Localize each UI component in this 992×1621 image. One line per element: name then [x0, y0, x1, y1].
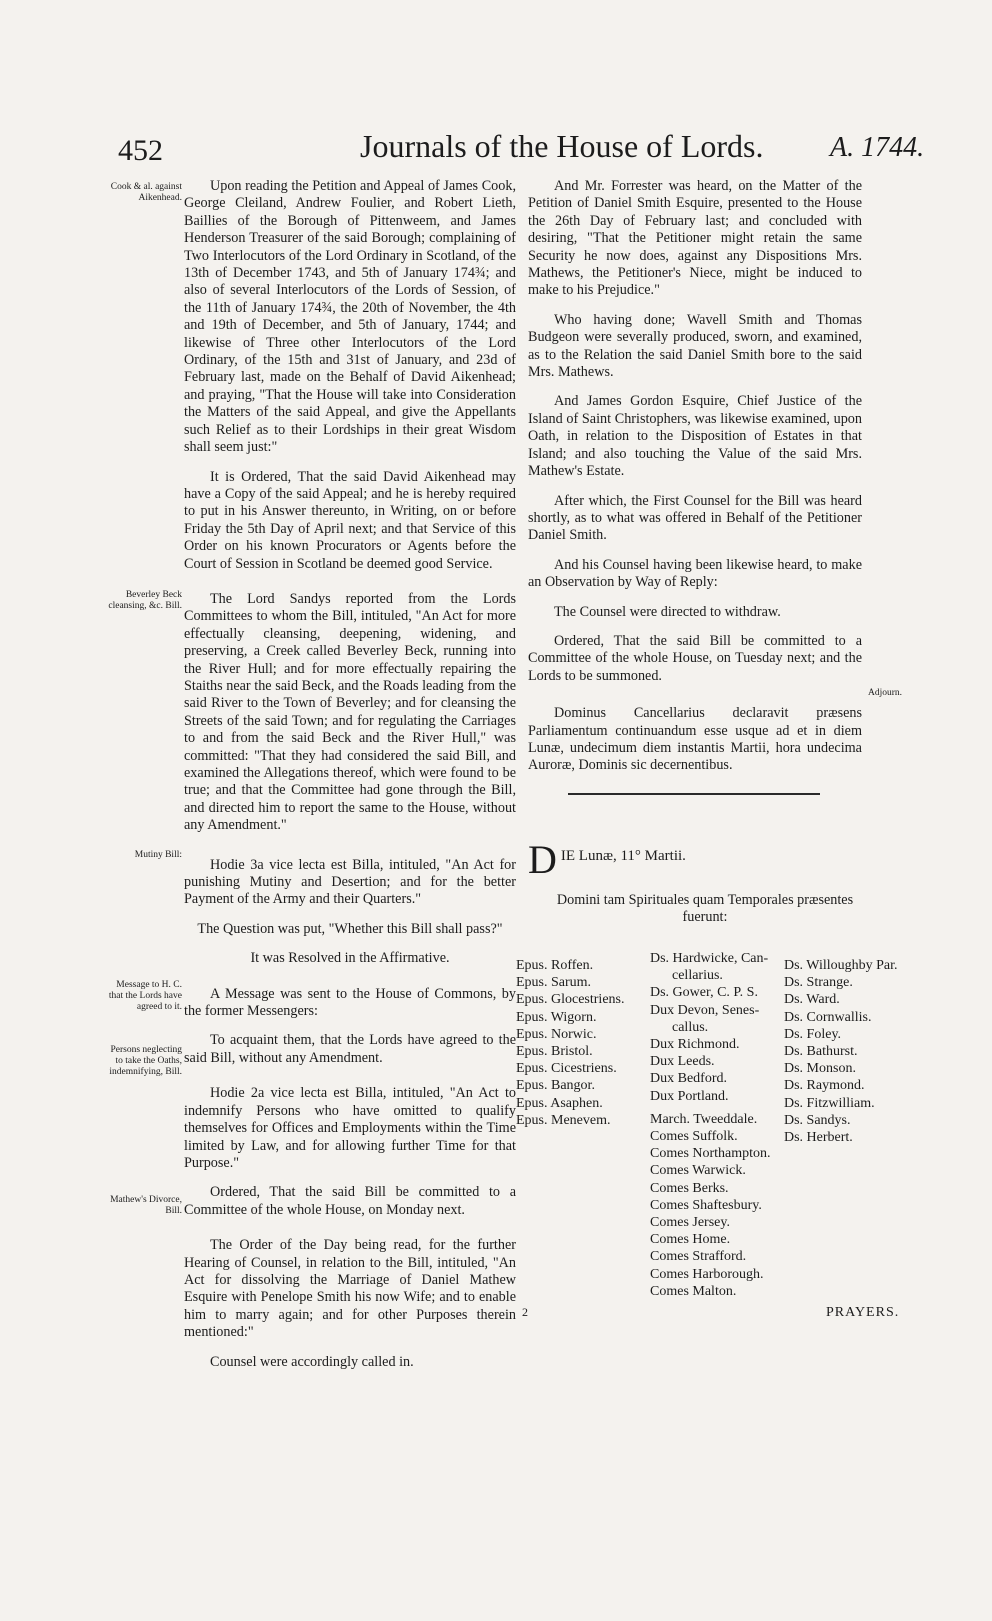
page-header	[0, 128, 992, 168]
right-column	[528, 178, 862, 787]
paragraph: Upon reading the Petition and Appeal of James Cook, George Cleiland, Andrew Foulier, and Robert Lieth, Baillies of the Borough of Pittenweem, and James Henderson Treasurer of the said Borough; complaining of Two Interlocutors of the Lord Ordinary in Scotland, of the 13th of December 1743, and 5th of January 174¾; and also of several Interlocutors of the Lords of Session, of the 11th of January 174¾, the 20th of November, the 4th and 19th of December, and 5th of January, 1744; and likewise of Three other Interlocutors of the Lord Ordinary, of the 15th and 31st of January, and 23d of February last, made on the Behalf of David Aikenhead; and praying, "That the House will take into Consideration the Matters of the said Appeal, and give the Appellants such Relief as to their Lordships in their great Wisdom shall seem just:"	[184, 178, 516, 456]
lord-entry: Ds. Herbert.	[784, 1130, 853, 1146]
paragraph: To acquaint them, that the Lords have agreed to the said Bill, without any Amendment.	[184, 1032, 516, 1066]
lord-entry: Ds. Cornwallis.	[784, 1009, 872, 1025]
paragraph: Who having done; Wavell Smith and Thomas Budgeon were severally produced, sworn, and examined, as to the Relation the said Daniel Smith bore to the said Mrs. Mathews.	[528, 311, 862, 381]
paragraph: After which, the First Counsel for the Bill was heard shortly, as to what was offered in Behalf of the Petitioner Daniel Smith.	[528, 492, 862, 544]
lord-entry: Dux Leeds.	[650, 1054, 715, 1070]
margin-note: Adjourn.	[868, 688, 903, 698]
paragraph: A Message was sent to the House of Commons, by the former Messengers:	[184, 985, 516, 1020]
catchword: PRAYERS.	[826, 1305, 900, 1320]
paragraph: The Question was put, "Whether this Bill shall pass?"	[197, 920, 503, 937]
lord-entry: Comes Jersey.	[650, 1215, 730, 1231]
lord-entry: Dux Devon, Senes-	[650, 1002, 760, 1018]
lord-entry: Ds. Fitzwilliam.	[784, 1095, 875, 1111]
lord-entry: Epus. Roffen.	[516, 958, 594, 973]
paragraph: Dominus Cancellarius declaravit præsens Parliamentum continuandum esse usque ad et in diem Lunæ, undecimum diem instantis Martii, hora undecima Auroræ, Dominis sic decernentibus.	[528, 705, 862, 774]
paragraph: Ordered, That the said Bill be committed to a Committee of the whole House, on Tuesday next; and the Lords to be summoned.	[528, 632, 862, 684]
left-column	[184, 178, 516, 1383]
paragraph: The Order of the Day being read, for the further Hearing of Counsel, in relation to the Bill, intituled, "An Act for dissolving the Marriage of Daniel Mathew Esquire with Penelope Smith his now Wife; and to enable him to marry again; and for other Purposes therein mentioned:"	[184, 1237, 516, 1341]
lord-entry: Ds. Foley.	[784, 1026, 842, 1042]
margin-note: Cook & al. against Aikenhead.	[110, 182, 182, 203]
lord-entry: March. Tweeddale.	[650, 1111, 758, 1127]
lord-entry: cellarius.	[672, 968, 723, 984]
lord-entry: Comes Malton.	[650, 1283, 737, 1299]
lord-entry: Epus. Asaphen.	[516, 1095, 603, 1111]
margin-note: Persons neglecting to take the Oaths, indemnifying, Bill.	[109, 1045, 182, 1077]
paragraph: Hodie 2a vice lecta est Billa, intituled, "An Act to indemnify Persons who have omitted to qualify themselves for Offices and Employments within the Time limited by Law, and for allowing further Time for that Purpose."	[184, 1085, 516, 1171]
lord-entry: Comes Strafford.	[650, 1249, 747, 1265]
lord-entry: Epus. Glocestriens.	[516, 992, 625, 1008]
margin-note: Message to H. C. that the Lords have agreed to it.	[108, 980, 182, 1012]
divider	[568, 793, 820, 795]
paragraph: The Lord Sandys reported from the Lords Committees to whom the Bill, intituled, "An Act for more effectually cleansing, deepening, widening, and preserving, a Creek called Beverley Beck, running into the River Hull; and for more effectually repairing the Staiths near the said Beck, and the Roads leading from the said River to the Town of Beverley; and for cleansing the Streets of the said Town; and for regulating the Carriages to and from the said Beck and the River Hull," was committed: "That they had considered the said Bill, and examined the Allegations thereof, which were found to be true; and that the Committee had gone through the Bill, and directed him to report the same to the House, without any Amendment."	[184, 590, 516, 834]
sitting-heading	[528, 837, 862, 927]
lord-entry: Comes Home.	[650, 1232, 731, 1248]
lord-entry: Epus. Norwic.	[516, 1026, 597, 1042]
page-title: Journals of the House of Lords.	[360, 128, 764, 164]
lord-entry: Comes Warwick.	[650, 1163, 746, 1179]
page-year: A. 1744.	[830, 132, 925, 163]
lord-entry: Epus. Bristol.	[516, 1044, 593, 1060]
lord-entry: Ds. Strange.	[784, 975, 853, 991]
paragraph: It is Ordered, That the said David Aikenhead may have a Copy of the said Appeal; and he is hereby required to put in his Answer thereunto, in Writing, on or before Friday the 5th Day of April next; and that Service of this Order on his known Procurators or Agents before the Court of Session in Scotland be deemed good Service.	[184, 468, 516, 572]
lord-entry: Ds. Raymond.	[784, 1078, 865, 1094]
paragraph: And Mr. Forrester was heard, on the Matter of the Petition of Daniel Smith Esquire, presented to the House the 26th Day of February last; and concluded with desiring, "That the Petitioner might retain the same Security he now does, against any Dispositions Mrs. Mathews, the Petitioner's Niece, might be induced to make to his Prejudice."	[528, 178, 862, 299]
lord-entry: Ds. Hardwicke, Can-	[650, 951, 769, 966]
page-number: 452	[118, 134, 163, 167]
signature-mark: 2	[522, 1305, 528, 1319]
lord-entry: callus.	[672, 1019, 709, 1035]
lord-entry: Dux Portland.	[650, 1088, 729, 1104]
lord-entry: Ds. Sandys.	[784, 1112, 851, 1128]
margin-note: Mutiny Bill:	[134, 850, 182, 860]
lord-entry: Epus. Bangor.	[516, 1078, 595, 1094]
lord-entry: Comes Suffolk.	[650, 1129, 738, 1145]
lord-entry: Comes Berks.	[650, 1180, 729, 1196]
paragraph: The Counsel were directed to withdraw.	[554, 603, 781, 620]
lord-entry: Epus. Wigorn.	[516, 1009, 597, 1025]
paragraph: Hodie 3a vice lecta est Billa, intituled, "An Act for punishing Mutiny and Desertion; and for the better Payment of the Army and their Quarters."	[184, 856, 516, 908]
lords-list-barons	[784, 957, 924, 1146]
paragraph: It was Resolved in the Affirmative.	[250, 950, 450, 967]
paragraph: And his Counsel having been likewise heard, to make an Observation by Way of Reply:	[528, 556, 862, 591]
paragraph: And James Gordon Esquire, Chief Justice of the Island of Saint Christophers, was likewise examined, upon Oath, in relation to the Disposition of Estates in that Island; and also touching the Value of the said Mrs. Mathew's Estate.	[528, 393, 862, 480]
lord-entry: Comes Harborough.	[650, 1266, 764, 1282]
lord-entry: Ds. Willoughby Par.	[784, 958, 898, 973]
lords-list-spiritual	[516, 957, 648, 1129]
drop-cap: D	[528, 837, 557, 882]
lord-entry: Ds. Gower, C. P. S.	[650, 985, 758, 1001]
present-line: Domini tam Spirituales quam Temporales præsentes fuerunt:	[556, 892, 854, 926]
lord-entry: Comes Shaftesbury.	[650, 1197, 762, 1213]
lord-entry: Dux Richmond.	[650, 1037, 740, 1053]
lord-entry: Ds. Ward.	[784, 992, 840, 1008]
lord-entry: Epus. Cicestriens.	[516, 1061, 617, 1077]
sitting-date: IE Lunæ, 11° Martii.	[560, 848, 686, 864]
lords-list-officers	[650, 950, 782, 1300]
lord-entry: Epus. Menevem.	[516, 1112, 611, 1128]
margin-note: Mathew's Divorce, Bill.	[110, 1195, 182, 1216]
margin-note: Beverley Beck cleansing, &c. Bill.	[108, 590, 182, 611]
paragraph: Counsel were accordingly called in.	[210, 1353, 414, 1370]
lord-entry: Dux Bedford.	[650, 1071, 727, 1087]
lord-entry: Ds. Bathurst.	[784, 1044, 858, 1060]
lord-entry: Epus. Sarum.	[516, 975, 592, 991]
lord-entry: Comes Northampton.	[650, 1146, 771, 1162]
lord-entry: Ds. Monson.	[784, 1061, 856, 1077]
paragraph: Ordered, That the said Bill be committed to a Committee of the whole House, on Monday next.	[184, 1184, 516, 1218]
